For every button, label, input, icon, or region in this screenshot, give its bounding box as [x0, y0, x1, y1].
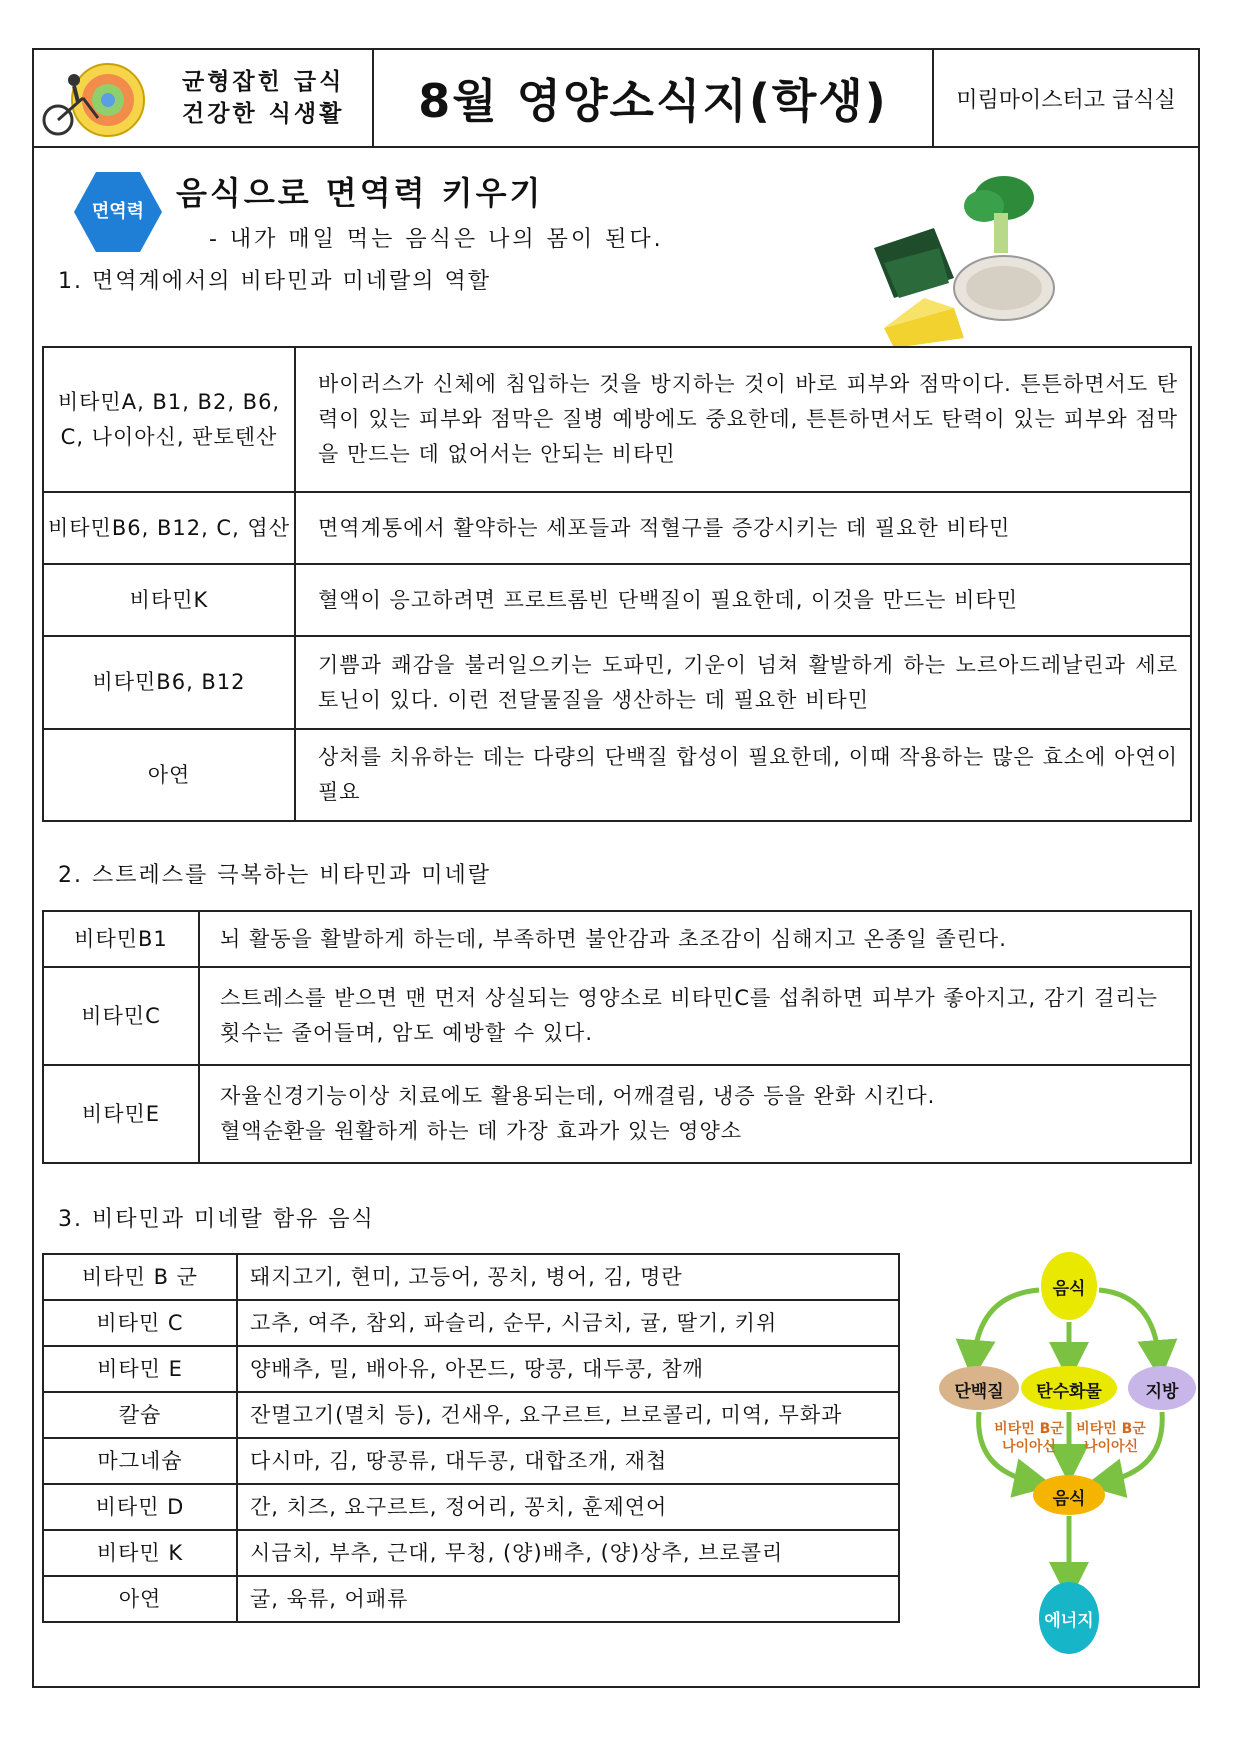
table-value: 간, 치즈, 요구르트, 정어리, 꽁치, 훈제연어: [237, 1484, 899, 1530]
table-value-line: 혈액순환을 원활하게 하는 데 가장 효과가 있는 영양소: [220, 1119, 743, 1143]
table-value: 바이러스가 신체에 침입하는 것을 방지하는 것이 바로 피부와 점막이다. 튼튼하면서도 탄력이 있는 피부와 점막은 질병 예방에도 중요한데, 튼튼하면서도 탄력이 있는 피부와 점막을 만드는 데 없어서는 안되는 비타민: [295, 347, 1191, 492]
table-key: 마그네슘: [43, 1438, 237, 1484]
table-key: 비타민B1: [43, 911, 199, 967]
table-row: [43, 1484, 899, 1530]
table-row: [43, 729, 1191, 821]
table-value-line: 자율신경기능이상 치료에도 활용되는데, 어깨결림, 냉증 등을 완화 시킨다.: [220, 1084, 936, 1108]
table-value: 다시마, 김, 땅콩류, 대두콩, 대합조개, 재첩: [237, 1438, 899, 1484]
table-value: [199, 1065, 1191, 1163]
table-key: 비타민 B 군: [43, 1254, 237, 1300]
arrow-left: [974, 1290, 1039, 1360]
arrow-right: [1099, 1290, 1159, 1360]
slogan-line2: 건강한 식생활: [182, 101, 345, 127]
diagram-energy-label: 에너지: [1044, 1611, 1094, 1631]
table-row: [43, 967, 1191, 1065]
table-key: 아연: [43, 1576, 237, 1622]
table-row: [43, 911, 1191, 967]
table-row: [43, 492, 1191, 564]
table-key: 비타민 K: [43, 1530, 237, 1576]
table-row: [43, 1346, 899, 1392]
table-key: 비타민E: [43, 1065, 199, 1163]
table-key: 비타민 C: [43, 1300, 237, 1346]
table-row: [43, 1392, 899, 1438]
table-row: [43, 564, 1191, 636]
table-row: [43, 1065, 1191, 1163]
intro-subtitle: - 내가 매일 먹는 음식은 나의 몸이 된다.: [209, 227, 664, 252]
section3-heading: 3. 비타민과 미네랄 함유 음식: [58, 1207, 375, 1232]
table-value: 기쁨과 쾌감을 불러일으키는 도파민, 기운이 넘쳐 활발하게 하는 노르아드레날린과 세로토닌이 있다. 이런 전달물질을 생산하는 데 필요한 비타민: [295, 636, 1191, 729]
table-value: 면역계통에서 활약하는 세포들과 적혈구를 증강시키는 데 필요한 비타민: [295, 492, 1191, 564]
section2-heading: 2. 스트레스를 극복하는 비타민과 미네랄: [58, 863, 491, 888]
table-value: 돼지고기, 현미, 고등어, 꽁치, 병어, 김, 명란: [237, 1254, 899, 1300]
table-value: 상처를 치유하는 데는 다량의 단백질 합성이 필요한데, 이때 작용하는 많은 효소에 아연이 필요: [295, 729, 1191, 821]
header-title-cell: [374, 50, 934, 146]
intro-title: 음식으로 면역력 키우기: [176, 174, 544, 212]
food-source-table: [42, 1253, 900, 1623]
table-row: [43, 1438, 899, 1484]
diagram-top-label: 음식: [1052, 1279, 1086, 1299]
table-key: 비타민B6, B12: [43, 636, 295, 729]
table-value: 고추, 여주, 참외, 파슬리, 순무, 시금치, 귤, 딸기, 키위: [237, 1300, 899, 1346]
diagram-carb-label: 탄수화물: [1036, 1382, 1102, 1402]
table-key: 비타민B6, B12, C, 엽산: [43, 492, 295, 564]
school-name: 미림마이스터고 급식실: [956, 87, 1176, 113]
bicycle-food-logo-icon: [38, 58, 148, 138]
table-value: 양배추, 밀, 배아유, 아몬드, 땅콩, 대두콩, 참깨: [237, 1346, 899, 1392]
table-row: [43, 1254, 899, 1300]
table-value: 잔멸고기(멸치 등), 건새우, 요구르트, 브로콜리, 미역, 무화과: [237, 1392, 899, 1438]
table-value: 굴, 육류, 어패류: [237, 1576, 899, 1622]
section1-heading: 1. 면역계에서의 비타민과 미네랄의 역할: [58, 269, 491, 294]
page-title: 8월 영양소식지(학생): [418, 74, 888, 128]
table-value: 뇌 활동을 활발하게 하는데, 부족하면 불안감과 초조감이 심해지고 온종일 졸린다.: [199, 911, 1191, 967]
stress-table: [42, 910, 1192, 1164]
badge-label: 면역력: [91, 201, 145, 222]
table-value: 시금치, 부추, 근대, 무청, (양)배추, (양)상추, 브로콜리: [237, 1530, 899, 1576]
table-value: 혈액이 응고하려면 프로트롬빈 단백질이 필요한데, 이것을 만드는 비타민: [295, 564, 1191, 636]
header: [34, 50, 1198, 148]
table-value: 스트레스를 받으면 맨 먼저 상실되는 영양소로 비타민C를 섭취하면 피부가 좋아지고, 감기 걸리는 횟수는 줄어들며, 암도 예방할 수 있다.: [199, 967, 1191, 1065]
table-key: 비타민A, B1, B2, B6, C, 나이아신, 판토텐산: [43, 347, 295, 492]
newsletter-frame: [32, 48, 1200, 1688]
table-key: 아연: [43, 729, 295, 821]
table-row: [43, 1300, 899, 1346]
table-row: [43, 1576, 899, 1622]
header-school-cell: [934, 50, 1198, 146]
slogan-line1: 균형잡힌 급식: [182, 69, 345, 95]
table-row: [43, 1530, 899, 1576]
table-key: 비타민C: [43, 967, 199, 1065]
diagram-note-right: 비타민 B군 나이아신: [1076, 1421, 1146, 1455]
diagram-protein-label: 단백질: [954, 1382, 1004, 1402]
immune-role-table: [42, 346, 1192, 822]
table-row: [43, 347, 1191, 492]
diagram-note-left: 비타민 B군 나이아신: [994, 1421, 1064, 1455]
table-key: 비타민 D: [43, 1484, 237, 1530]
table-key: 칼슘: [43, 1392, 237, 1438]
slogan: [182, 66, 344, 130]
table-key: 비타민K: [43, 564, 295, 636]
food-illustration-icon: [864, 168, 1064, 348]
table-key: 비타민 E: [43, 1346, 237, 1392]
diagram-center-label: 음식: [1052, 1489, 1086, 1509]
header-slogan-cell: [34, 50, 374, 146]
diagram-fat-label: 지방: [1145, 1382, 1179, 1402]
table-row: [43, 636, 1191, 729]
energy-diagram: [934, 1250, 1204, 1730]
